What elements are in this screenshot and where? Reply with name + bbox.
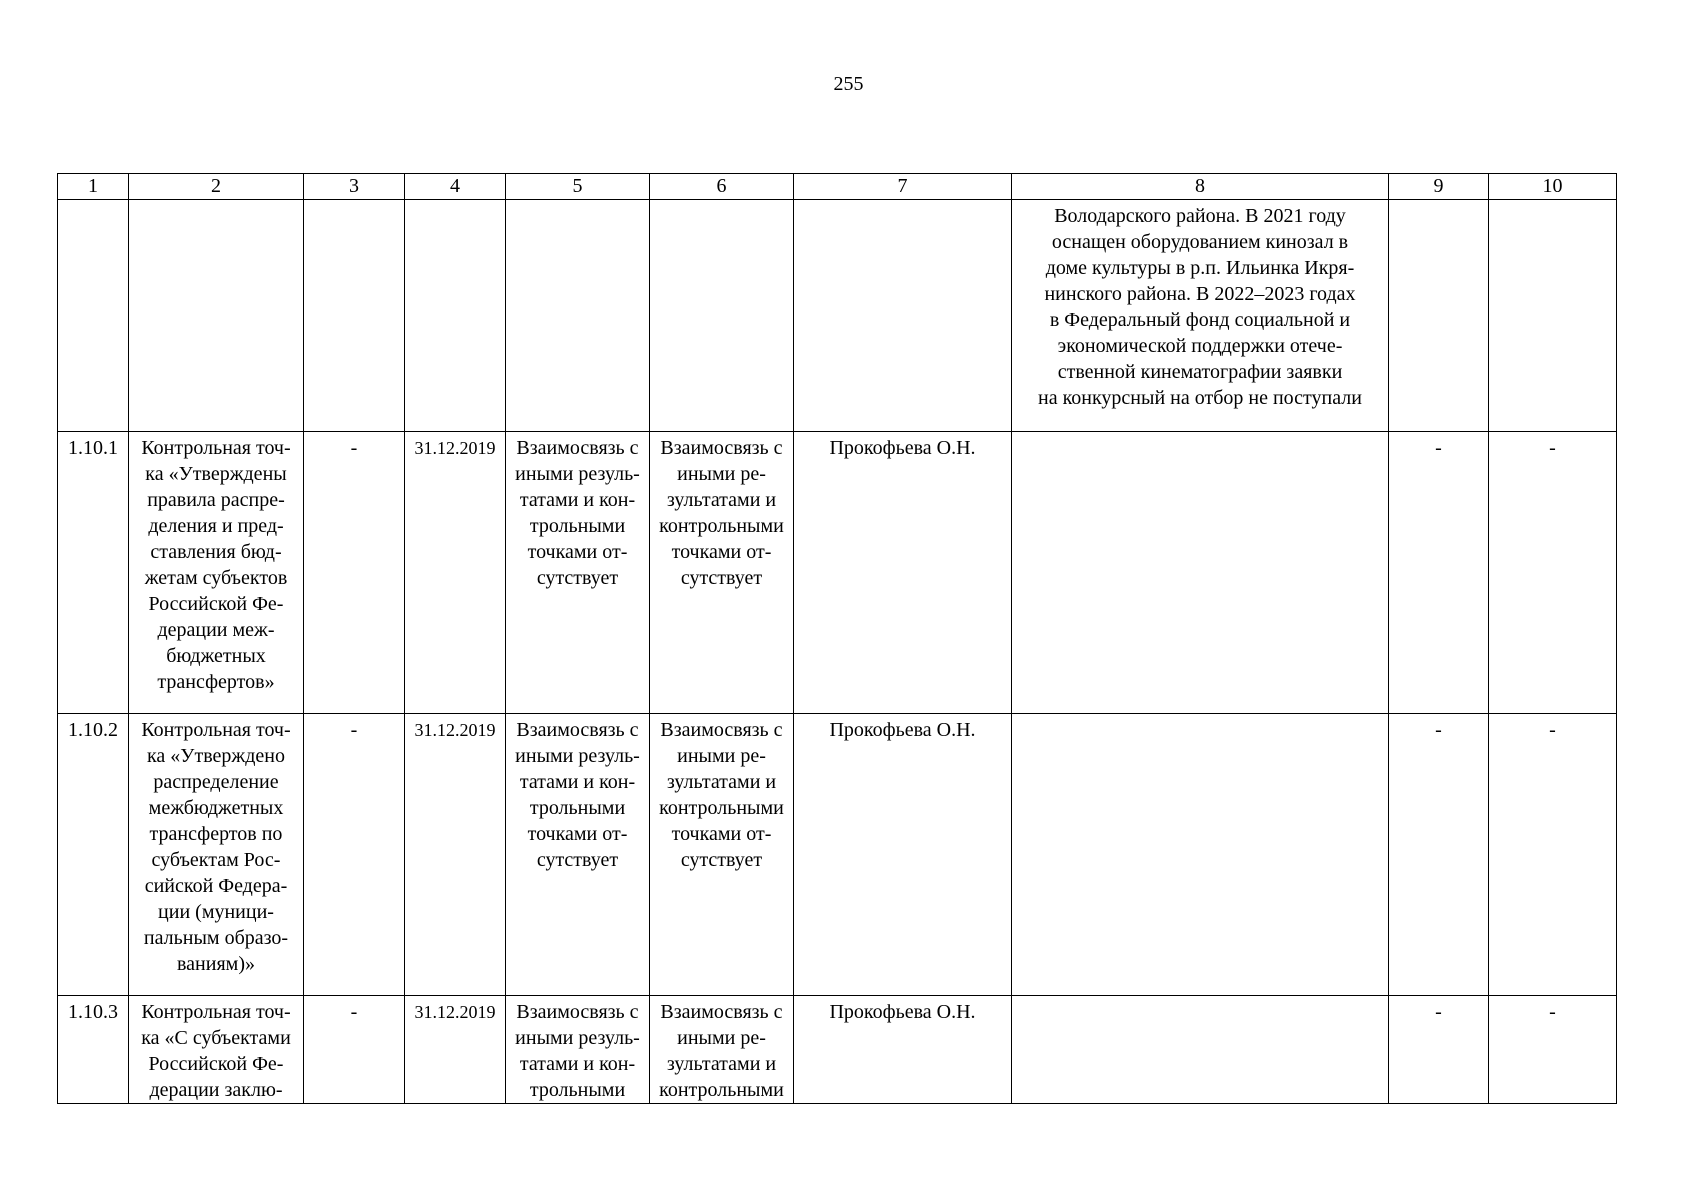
cell-col3: - — [304, 996, 405, 1104]
cell-col9: - — [1389, 714, 1489, 996]
column-number-row — [58, 174, 1617, 200]
table-row — [58, 996, 1617, 1104]
cell-col5: Взаимосвязь с иными резуль- татами и кон- трольными точками от- сутствует — [506, 432, 650, 714]
cell-col6: Взаимосвязь с иными ре- зультатами и контрольными точками от- сутствует — [650, 432, 794, 714]
cell-date: 31.12.2019 — [405, 996, 506, 1104]
cell-col5: Взаимосвязь с иными резуль- татами и кон- трольными — [506, 996, 650, 1104]
cell-date: 31.12.2019 — [405, 432, 506, 714]
cell-name: Контрольная точ- ка «Утверждено распределение межбюджетных трансфертов по субъектам Рос- сийской Федера- ции (муници- пальным образо- ваниям)» — [129, 714, 304, 996]
cell-col8 — [1012, 996, 1389, 1104]
cell — [304, 200, 405, 432]
control-points-table — [57, 173, 1617, 1104]
cell-name: Контрольная точ- ка «Утверждены правила распре- деления и пред- ставления бюд- жетам субъектов Российской Фе- дерации меж- бюджетных трансфертов» — [129, 432, 304, 714]
col-header-10: 10 — [1489, 174, 1617, 200]
cell-number: 1.10.1 — [58, 432, 129, 714]
cell-date: 31.12.2019 — [405, 714, 506, 996]
cell-responsible: Прокофьева О.Н. — [794, 996, 1012, 1104]
cell-col6: Взаимосвязь с иными ре- зультатами и контрольными точками от- сутствует — [650, 714, 794, 996]
table-row — [58, 432, 1617, 714]
cell — [1489, 200, 1617, 432]
cell — [58, 200, 129, 432]
col-header-2: 2 — [129, 174, 304, 200]
cell — [1389, 200, 1489, 432]
cell-number: 1.10.3 — [58, 996, 129, 1104]
cell-number: 1.10.2 — [58, 714, 129, 996]
cell-responsible: Прокофьева О.Н. — [794, 714, 1012, 996]
col-header-8: 8 — [1012, 174, 1389, 200]
col-header-7: 7 — [794, 174, 1012, 200]
col-header-6: 6 — [650, 174, 794, 200]
cell — [650, 200, 794, 432]
table-row — [58, 714, 1617, 996]
cell-col10: - — [1489, 432, 1617, 714]
cell-name: Контрольная точ- ка «С субъектами Российской Фе- дерации заклю- — [129, 996, 304, 1104]
cell-col10: - — [1489, 714, 1617, 996]
cell-col6: Взаимосвязь с иными ре- зультатами и контрольными — [650, 996, 794, 1104]
cell-col9: - — [1389, 996, 1489, 1104]
cell — [129, 200, 304, 432]
cell-col10: - — [1489, 996, 1617, 1104]
col-header-5: 5 — [506, 174, 650, 200]
cell — [405, 200, 506, 432]
cell-col8 — [1012, 432, 1389, 714]
cell-col8-text: Володарского района. В 2021 году оснащен оборудованием кинозал в доме культуры в р.п. Ильинка Икря- нинского района. В 2022–2023 годах в Федеральный фонд социальной и экономической поддержки отече- ственной кинематографии заявки на конкурсный на отбор не поступали — [1012, 200, 1389, 432]
cell — [506, 200, 650, 432]
col-header-9: 9 — [1389, 174, 1489, 200]
cell-col3: - — [304, 432, 405, 714]
cell-col3: - — [304, 714, 405, 996]
col-header-4: 4 — [405, 174, 506, 200]
col-header-3: 3 — [304, 174, 405, 200]
cell-col9: - — [1389, 432, 1489, 714]
col-header-1: 1 — [58, 174, 129, 200]
cell-col5: Взаимосвязь с иными резуль- татами и кон- трольными точками от- сутствует — [506, 714, 650, 996]
table-row-continuation — [58, 200, 1617, 432]
page-number: 255 — [833, 73, 864, 95]
cell-responsible: Прокофьева О.Н. — [794, 432, 1012, 714]
cell — [794, 200, 1012, 432]
cell-col8 — [1012, 714, 1389, 996]
